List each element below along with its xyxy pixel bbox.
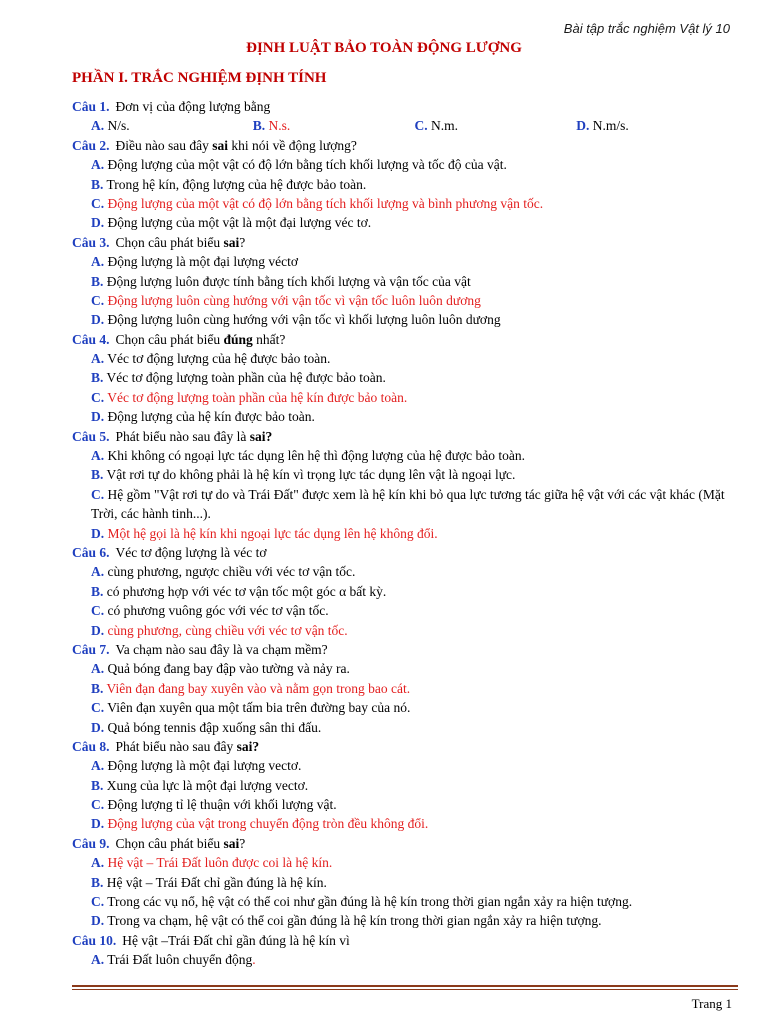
option-text: Quả bóng đang bay đập vào tường và nảy ra. bbox=[107, 661, 350, 677]
question-text-pre: Chọn câu phát biểu bbox=[115, 835, 224, 851]
option-d bbox=[72, 213, 738, 232]
option-letter: A. bbox=[91, 254, 105, 270]
question-10 bbox=[72, 931, 738, 950]
question-text-post: nhất? bbox=[252, 331, 286, 347]
option-letter: C. bbox=[91, 603, 105, 619]
question-text-pre: Phát biểu nào sau đây bbox=[115, 738, 237, 754]
option-b bbox=[72, 272, 738, 291]
option-letter: A. bbox=[91, 564, 105, 580]
question-2 bbox=[72, 136, 738, 155]
option-letter: A. bbox=[91, 758, 105, 774]
option-a bbox=[72, 562, 738, 581]
question-6 bbox=[72, 543, 738, 562]
question-text-pre: Chọn câu phát biểu bbox=[115, 331, 224, 347]
option-d bbox=[72, 911, 738, 930]
option-text: Véc tơ động lượng toàn phần của hệ kín được bảo toàn. bbox=[107, 389, 408, 405]
option-text: có phương vuông góc với véc tơ vận tốc. bbox=[107, 603, 329, 619]
option-text: Hệ vật – Trái Đất luôn được coi là hệ kín. bbox=[107, 855, 333, 871]
option-c bbox=[72, 795, 738, 814]
question-1-options bbox=[72, 116, 738, 135]
option-text: Trong hệ kín, động lượng của hệ được bảo toàn. bbox=[106, 176, 367, 192]
option-letter: C. bbox=[91, 700, 105, 716]
question-number: Câu 1. bbox=[72, 99, 110, 114]
option-b bbox=[253, 116, 415, 135]
question-text-pre: Chọn câu phát biểu bbox=[115, 234, 224, 250]
option-letter: B. bbox=[91, 176, 104, 192]
option-text: Trong va chạm, hệ vật có thể coi gần đúng là hệ kín trong thời gian ngắn xảy ra hiện tượng. bbox=[107, 913, 602, 929]
option-letter: D. bbox=[91, 913, 105, 929]
option-letter: A. bbox=[91, 157, 105, 173]
option-c bbox=[72, 698, 738, 717]
question-text bbox=[116, 235, 246, 250]
question-text-post: ? bbox=[239, 835, 246, 851]
option-b bbox=[72, 368, 738, 387]
question-number: Câu 3. bbox=[72, 234, 110, 250]
question-text-emphasis: đúng bbox=[223, 331, 253, 347]
option-letter: A. bbox=[91, 952, 105, 968]
option-letter: B. bbox=[91, 680, 104, 696]
option-letter: C. bbox=[91, 292, 105, 308]
option-letter: A. bbox=[91, 351, 105, 367]
question-text bbox=[116, 429, 273, 444]
option-letter: A. bbox=[91, 448, 105, 464]
question-text-post: khi nói về động lượng? bbox=[228, 137, 357, 153]
option-text-end: . bbox=[252, 952, 256, 968]
option-c bbox=[72, 388, 738, 407]
option-text: cùng phương, ngược chiều với véc tơ vận tốc. bbox=[107, 564, 356, 580]
question-number: Câu 9. bbox=[72, 835, 110, 851]
option-letter: C. bbox=[91, 894, 105, 910]
option-letter: C. bbox=[414, 118, 428, 134]
question-text-post: ? bbox=[239, 234, 246, 250]
option-letter: D. bbox=[91, 525, 105, 541]
option-c bbox=[415, 116, 577, 135]
option-a bbox=[72, 349, 738, 368]
option-a bbox=[72, 853, 738, 872]
option-c bbox=[72, 194, 738, 213]
option-text: N.m. bbox=[431, 118, 458, 134]
question-5 bbox=[72, 427, 738, 446]
option-text: Động lượng tỉ lệ thuận với khối lượng vật. bbox=[107, 797, 337, 813]
option-letter: B. bbox=[91, 583, 104, 599]
option-b bbox=[72, 582, 738, 601]
option-b bbox=[72, 175, 738, 194]
question-7 bbox=[72, 640, 738, 659]
question-text bbox=[116, 739, 260, 754]
footer-rule bbox=[72, 985, 738, 987]
option-text: Viên đạn đang bay xuyên vào và nằm gọn trong bao cát. bbox=[106, 680, 411, 696]
option-letter: C. bbox=[91, 195, 105, 211]
option-letter: D. bbox=[91, 719, 105, 735]
option-text: N.m/s. bbox=[592, 118, 629, 134]
option-a bbox=[72, 756, 738, 775]
option-a bbox=[72, 659, 738, 678]
option-d bbox=[72, 814, 738, 833]
option-d bbox=[72, 718, 738, 737]
option-letter: C. bbox=[91, 389, 105, 405]
option-letter: D. bbox=[91, 816, 105, 832]
question-text: Đơn vị của động lượng bằng bbox=[115, 99, 271, 114]
question-number: Câu 8. bbox=[72, 738, 110, 754]
option-text: Trái Đất luôn chuyển động bbox=[107, 952, 253, 968]
question-text bbox=[116, 836, 246, 851]
option-text: Vật rơi tự do không phải là hệ kín vì trọng lực tác dụng lên vật là ngoại lực. bbox=[106, 467, 516, 483]
option-text: Hệ gồm "Vật rơi tự do và Trái Đất" được xem là hệ kín khi bỏ qua lực tương tác giữa hệ vật với các vật khác (Mặt Trời, các hành tinh...). bbox=[91, 486, 725, 522]
option-letter: A. bbox=[91, 661, 105, 677]
option-text: Động lượng luôn cùng hướng với vận tốc vì khối lượng luôn luôn dương bbox=[107, 312, 501, 328]
option-c bbox=[72, 291, 738, 310]
option-a bbox=[72, 950, 738, 969]
question-text-emphasis: sai bbox=[223, 234, 240, 250]
question-text-pre: Phát biểu nào sau đây là bbox=[115, 428, 250, 444]
option-letter: B. bbox=[91, 467, 104, 483]
option-text: Động lượng của một vật có độ lớn bằng tích khối lượng và tốc độ của vật. bbox=[107, 157, 507, 173]
option-letter: A. bbox=[91, 118, 105, 134]
option-text: N/s. bbox=[107, 118, 130, 134]
option-text: Động lượng của vật trong chuyển động tròn đều không đổi. bbox=[107, 816, 429, 832]
option-letter: D. bbox=[91, 409, 105, 425]
question-8 bbox=[72, 737, 738, 756]
question-number: Câu 10. bbox=[72, 932, 117, 948]
option-d bbox=[72, 407, 738, 426]
question-text bbox=[116, 332, 286, 347]
option-text: Viên đạn xuyên qua một tấm bia trên đường bay của nó. bbox=[107, 700, 411, 716]
page-number: Trang 1 bbox=[691, 996, 732, 1011]
option-text: Trong các vụ nổ, hệ vật có thể coi như gần đúng là hệ kín trong thời gian ngắn xảy ra hiện tượng. bbox=[107, 894, 633, 910]
question-3 bbox=[72, 233, 738, 252]
question-text: Hệ vật –Trái Đất chỉ gần đúng là hệ kín vì bbox=[122, 932, 350, 948]
option-letter: D. bbox=[91, 215, 105, 231]
question-number: Câu 4. bbox=[72, 331, 110, 347]
option-d bbox=[72, 524, 738, 543]
option-a bbox=[91, 116, 253, 135]
option-text: Động lượng của một vật có độ lớn bằng tích khối lượng và bình phương vận tốc. bbox=[107, 195, 544, 211]
question-4 bbox=[72, 330, 738, 349]
option-a bbox=[72, 155, 738, 174]
question-text-emphasis: sai bbox=[212, 137, 229, 153]
option-text: có phương hợp với véc tơ vận tốc một góc α bất kỳ. bbox=[106, 583, 387, 599]
question-text-emphasis: sai? bbox=[249, 428, 273, 444]
question-number: Câu 7. bbox=[72, 641, 110, 657]
option-c bbox=[72, 892, 738, 911]
option-text: Véc tơ động lượng của hệ được bảo toàn. bbox=[107, 351, 331, 367]
header-note: Bài tập trắc nghiệm Vật lý 10 bbox=[563, 21, 730, 36]
option-b bbox=[72, 873, 738, 892]
question-number: Câu 5. bbox=[72, 428, 110, 444]
question-number: Câu 2. bbox=[72, 137, 110, 153]
document-title: ĐỊNH LUẬT BẢO TOÀN ĐỘNG LƯỢNG bbox=[246, 40, 522, 56]
option-text: Hệ vật – Trái Đất chỉ gần đúng là hệ kín. bbox=[106, 874, 327, 890]
option-letter: B. bbox=[252, 118, 266, 134]
question-text-emphasis: sai? bbox=[236, 738, 260, 754]
option-letter: D. bbox=[576, 118, 590, 134]
question-text: Véc tơ động lượng là véc tơ bbox=[115, 545, 267, 561]
question-text-emphasis: sai bbox=[223, 835, 240, 851]
option-letter: D. bbox=[91, 622, 105, 638]
option-b bbox=[72, 465, 738, 484]
option-d bbox=[576, 116, 738, 135]
question-text bbox=[116, 138, 357, 153]
option-text: N.s. bbox=[268, 118, 291, 134]
option-text: Một hệ gọi là hệ kín khi ngoại lực tác dụng lên hệ không đổi. bbox=[107, 525, 438, 541]
question-list bbox=[72, 97, 738, 970]
option-text: Khi không có ngoại lực tác dụng lên hệ thì động lượng của hệ được bảo toàn. bbox=[107, 448, 526, 464]
option-letter: C. bbox=[91, 486, 105, 502]
option-letter: A. bbox=[91, 855, 105, 871]
footer-rule-thin bbox=[72, 989, 738, 990]
option-text: Động lượng của hệ kín được bảo toàn. bbox=[107, 409, 315, 425]
option-text: Động lượng là một đại lượng vectơ. bbox=[107, 758, 302, 774]
option-text: Động lượng luôn cùng hướng với vận tốc vì vận tốc luôn luôn dương bbox=[107, 292, 481, 308]
option-b bbox=[72, 679, 738, 698]
question-number: Câu 6. bbox=[72, 545, 110, 561]
option-c bbox=[72, 601, 738, 620]
option-text: Động lượng là một đại lượng véctơ bbox=[107, 254, 299, 270]
option-d bbox=[72, 310, 738, 329]
question-1 bbox=[72, 97, 738, 116]
option-b bbox=[72, 776, 738, 795]
option-letter: C. bbox=[91, 797, 105, 813]
option-text: Động lượng của một vật là một đại lượng véc tơ. bbox=[107, 215, 372, 231]
option-letter: B. bbox=[91, 370, 104, 386]
question-text: Va chạm nào sau đây là va chạm mềm? bbox=[115, 641, 328, 657]
option-c bbox=[72, 485, 738, 524]
option-text: cùng phương, cùng chiều với véc tơ vận tốc. bbox=[107, 622, 348, 638]
option-letter: B. bbox=[91, 777, 104, 793]
option-a bbox=[72, 446, 738, 465]
option-letter: B. bbox=[91, 273, 104, 289]
option-letter: D. bbox=[91, 312, 105, 328]
option-d bbox=[72, 621, 738, 640]
question-text-pre: Điều nào sau đây bbox=[115, 137, 213, 153]
option-text: Xung của lực là một đại lượng vectơ. bbox=[106, 777, 309, 793]
option-text: Véc tơ động lượng toàn phần của hệ được bảo toàn. bbox=[106, 370, 386, 386]
option-text: Quả bóng tennis đập xuống sân thi đấu. bbox=[107, 719, 322, 735]
option-a bbox=[72, 252, 738, 271]
question-9 bbox=[72, 834, 738, 853]
section-title: PHẦN I. TRẮC NGHIỆM ĐỊNH TÍNH bbox=[72, 70, 327, 86]
option-letter: B. bbox=[91, 874, 104, 890]
option-text: Động lượng luôn được tính bằng tích khối lượng và vận tốc của vật bbox=[106, 273, 471, 289]
